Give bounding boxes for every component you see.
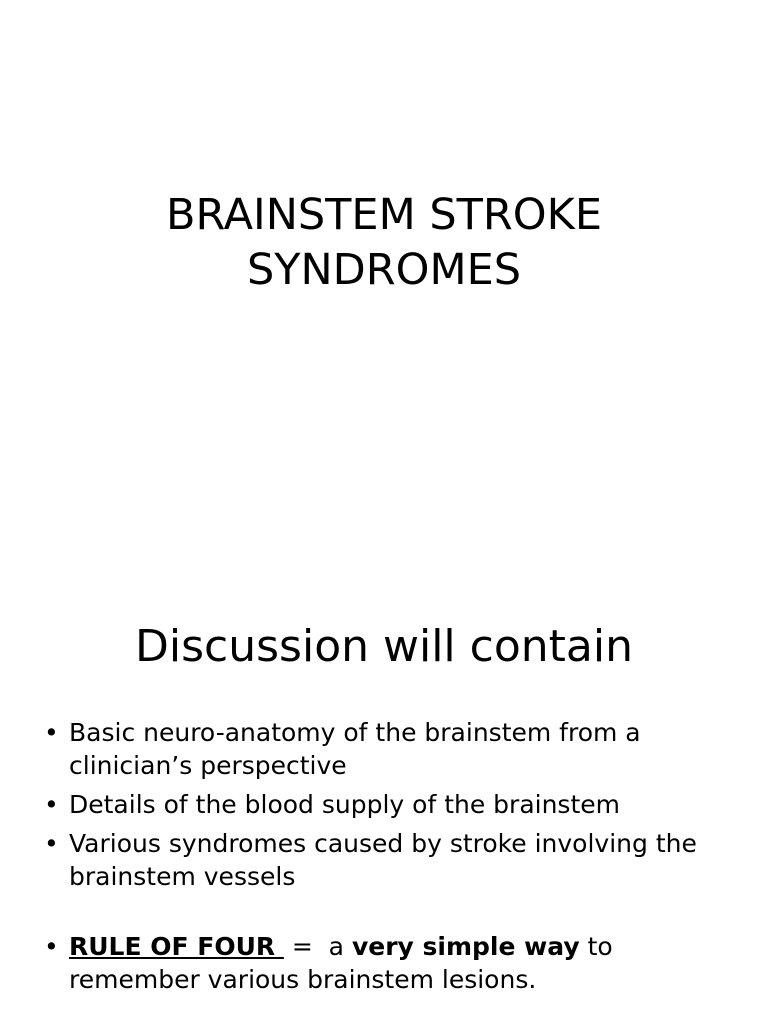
bullet-item-rule-of-four (44, 930, 734, 996)
bullet-item (44, 827, 734, 893)
rule-rest-text: to remember various brainstem lesions. (69, 932, 613, 994)
bullet-text: Details of the blood supply of the brainstem (69, 790, 620, 819)
bullet-dot: • (44, 790, 59, 819)
bullet-list (44, 716, 734, 1002)
slide-discussion (0, 576, 768, 1024)
bullet-item (44, 788, 734, 821)
title-line-2: SYNDROMES (246, 245, 522, 295)
bullet-text: Various syndromes caused by stroke involving the brainstem vessels (69, 829, 697, 891)
rule-of-four-term: RULE OF FOUR (69, 932, 284, 961)
bullet-text: Basic neuro-anatomy of the brainstem from a clinician’s perspective (69, 718, 641, 780)
discussion-heading: Discussion will contain (135, 621, 633, 672)
slide-title-heading (0, 188, 768, 298)
bullet-dot: • (44, 932, 59, 961)
rule-equals-text: = a (283, 932, 352, 961)
bullet-item (44, 716, 734, 782)
bullet-dot: • (44, 718, 59, 747)
title-line-1: BRAINSTEM STROKE (165, 190, 603, 240)
bullet-dot: • (44, 829, 59, 858)
rule-emphasis-text: very simple way (351, 932, 580, 961)
